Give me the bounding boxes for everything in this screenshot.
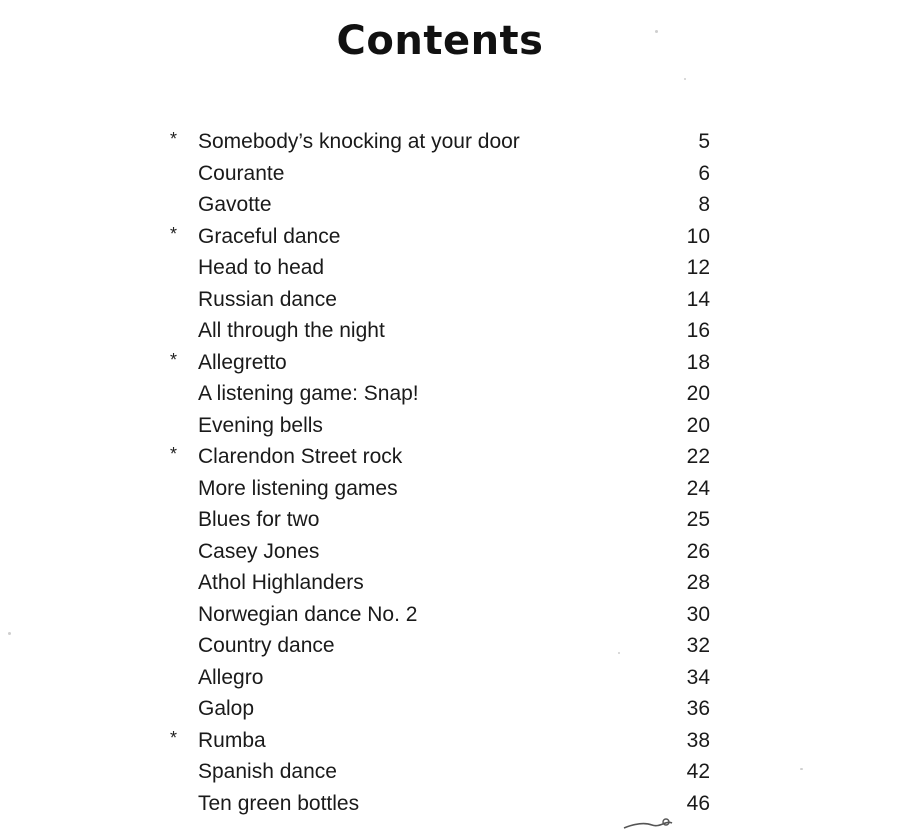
toc-entry-page: 30 <box>686 602 710 626</box>
toc-entry <box>168 441 728 473</box>
toc-entry-page: 20 <box>686 382 710 405</box>
star-marker: * <box>170 129 178 149</box>
toc-entry-page: 42 <box>686 760 710 783</box>
toc-entry-title: Galop <box>198 697 255 720</box>
star-marker: * <box>170 349 178 370</box>
toc-entry-page: 46 <box>686 791 710 815</box>
toc-entry <box>168 284 728 316</box>
toc-entry-title: Blues for two <box>198 508 320 531</box>
toc-entry <box>168 347 728 379</box>
toc-entry-title: All through the night <box>198 319 385 342</box>
toc-entry <box>168 599 728 631</box>
scan-speck <box>655 30 658 33</box>
toc-entry-title: Clarendon Street rock <box>198 445 403 468</box>
toc-entry <box>168 756 728 788</box>
toc-entry <box>168 410 728 442</box>
toc-entry-page: 14 <box>686 287 710 311</box>
toc-entry-page: 22 <box>686 445 710 468</box>
toc-entry <box>168 126 728 158</box>
toc-entry <box>168 630 728 662</box>
ink-mark <box>620 818 680 830</box>
toc-entry-title: Country dance <box>198 634 335 657</box>
toc-entry-page: 24 <box>686 476 710 500</box>
toc-entry <box>168 315 728 347</box>
star-marker: * <box>170 223 178 244</box>
toc-entry <box>168 725 728 757</box>
toc-entry <box>168 473 728 505</box>
toc-entry-page: 12 <box>686 256 710 279</box>
toc-entry-page: 8 <box>698 193 710 216</box>
toc-entry <box>168 693 728 725</box>
toc-entry-title: Athol Highlanders <box>198 571 364 594</box>
scan-speck <box>800 768 803 770</box>
toc-entry <box>168 252 728 284</box>
toc-entry-title: Spanish dance <box>198 760 337 783</box>
toc-entry-page: 38 <box>686 728 710 752</box>
toc-entry-title: A listening game: Snap! <box>198 382 419 405</box>
table-of-contents <box>168 126 728 819</box>
toc-entry-page: 18 <box>686 350 710 374</box>
toc-entry-page: 34 <box>686 665 710 689</box>
scan-speck <box>618 652 620 654</box>
toc-entry <box>168 378 728 410</box>
toc-entry-title: Russian dance <box>198 287 337 311</box>
toc-entry-title: Gavotte <box>198 193 272 216</box>
toc-entry <box>168 504 728 536</box>
scan-speck <box>684 78 686 80</box>
toc-entry-title: Ten green bottles <box>198 791 360 815</box>
toc-entry-title: Allegretto <box>198 350 287 374</box>
toc-entry-title: Norwegian dance No. 2 <box>198 602 418 626</box>
star-marker: * <box>170 727 178 748</box>
toc-entry-title: Graceful dance <box>198 224 341 248</box>
toc-entry <box>168 536 728 568</box>
toc-entry <box>168 788 728 820</box>
toc-entry-title: Head to head <box>198 256 325 279</box>
star-marker: * <box>170 444 178 464</box>
toc-entry-title: Courante <box>198 161 285 185</box>
toc-entry-page: 36 <box>686 697 710 720</box>
toc-entry-page: 5 <box>698 130 710 153</box>
toc-entry-page: 25 <box>686 508 710 531</box>
toc-entry <box>168 567 728 599</box>
toc-entry-page: 10 <box>686 224 710 248</box>
toc-entry-page: 20 <box>686 413 710 437</box>
toc-entry-title: Allegro <box>198 665 264 689</box>
toc-entry-page: 32 <box>686 634 710 657</box>
toc-entry <box>168 189 728 221</box>
toc-entry-title: Casey Jones <box>198 539 320 563</box>
toc-entry-title: More listening games <box>198 476 398 500</box>
toc-entry-page: 26 <box>686 539 710 563</box>
toc-entry-title: Somebody’s knocking at your door <box>198 130 520 153</box>
scan-speck <box>8 632 11 635</box>
toc-entry-page: 28 <box>686 571 710 594</box>
toc-entry <box>168 158 728 190</box>
toc-entry-title: Rumba <box>198 728 266 752</box>
toc-entry-title: Evening bells <box>198 413 323 437</box>
toc-entry <box>168 662 728 694</box>
toc-entry-page: 16 <box>686 319 710 342</box>
page-title: Contents <box>336 18 544 64</box>
toc-entry-page: 6 <box>698 161 710 185</box>
toc-entry <box>168 221 728 253</box>
